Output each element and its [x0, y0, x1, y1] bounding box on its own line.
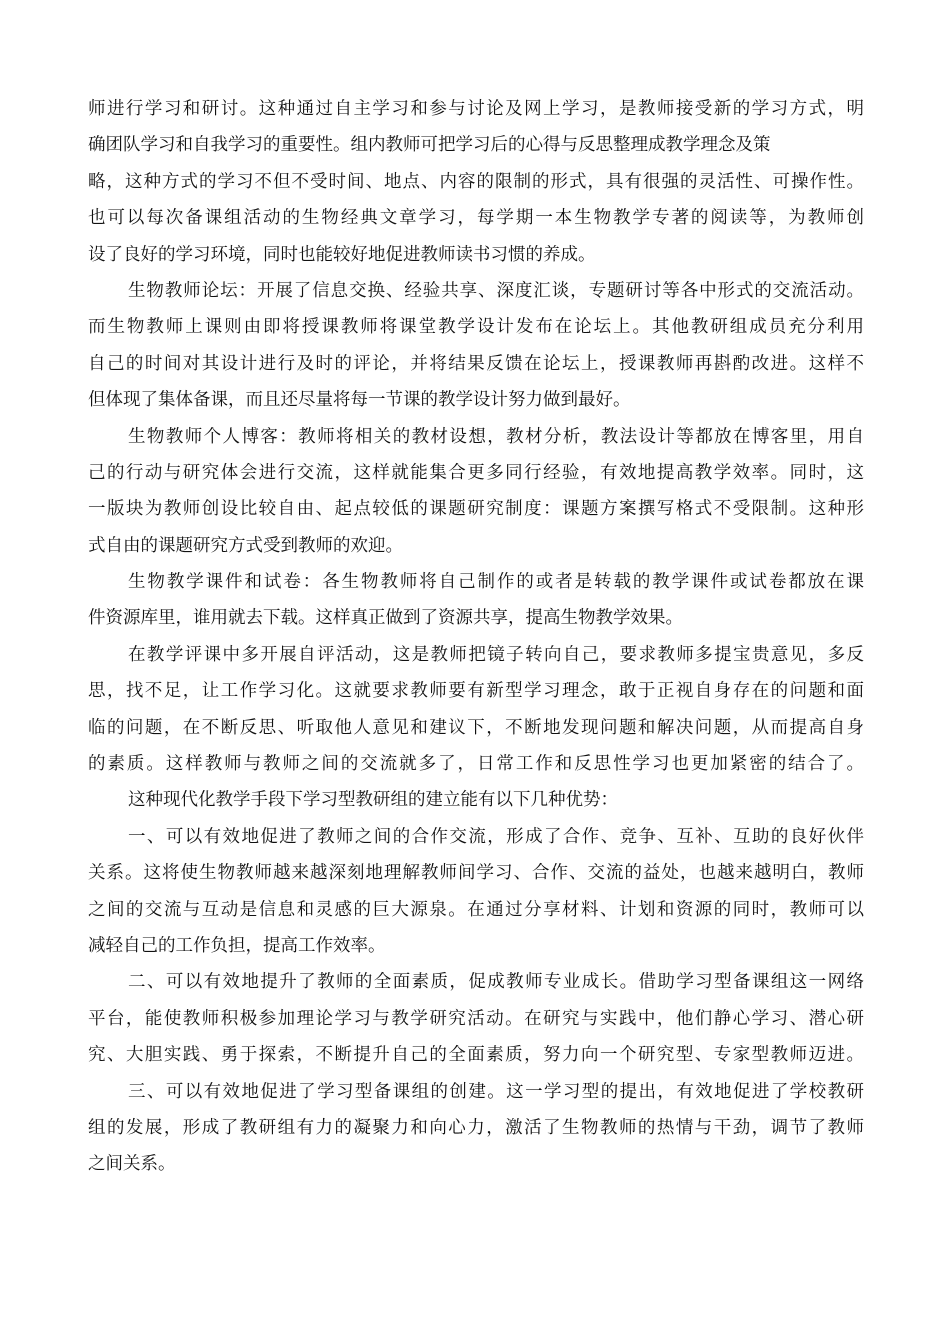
text-line-content: 关系。这将使生物教师越来越深刻地理解教师间学习、合作、交流的益处，也越来越明白，教师 — [88, 863, 864, 884]
text-line-content: 在教学评课中多开展自评活动，这是教师把镜子转向自己，要求教师多提宝贵意见，多反 — [128, 644, 864, 665]
text-line — [88, 237, 864, 273]
text-line-content: 略，这种方式的学习不但不受时间、地点、内容的限制的形式，具有很强的灵活性、可操作性。 — [88, 171, 864, 192]
text-line-content: 确团队学习和自我学习的重要性。组内教师可把学习后的心得与反思整理成教学理念及策 — [88, 135, 771, 156]
text-line — [88, 1146, 864, 1182]
text-line — [88, 600, 864, 636]
text-line-content: 三、可以有效地促进了学习型备课组的创建。这一学习型的提出，有效地促进了学校教研 — [128, 1081, 864, 1102]
text-line — [88, 928, 864, 964]
text-line-content: 生物教师论坛：开展了信息交换、经验共享、深度汇谈，专题研讨等各中形式的交流活动。 — [128, 280, 864, 301]
text-line-content: 之间关系。 — [88, 1154, 176, 1175]
text-line — [88, 673, 864, 709]
text-line — [88, 91, 864, 127]
text-line-content: 思，找不足，让工作学习化。这就要求教师要有新型学习理念，敢于正视自身存在的问题和面 — [88, 681, 864, 702]
text-line-content: 之间的交流与互动是信息和灵感的巨大源泉。在通过分享材料、计划和资源的同时，教师可以 — [88, 899, 864, 920]
text-line — [88, 1074, 864, 1110]
text-line — [88, 273, 864, 309]
text-line — [88, 127, 864, 163]
text-line — [88, 782, 864, 818]
text-line — [88, 164, 864, 200]
text-line — [88, 419, 864, 455]
text-line — [88, 637, 864, 673]
text-line — [88, 710, 864, 746]
text-line — [88, 1001, 864, 1037]
text-line — [88, 892, 864, 928]
text-line — [88, 382, 864, 418]
text-line-content: 也可以每次备课组活动的生物经典文章学习，每学期一本生物教学专著的阅读等，为教师创 — [88, 208, 864, 229]
text-line-content: 一、可以有效地促进了教师之间的合作交流，形成了合作、竞争、互补、互助的良好伙伴 — [128, 826, 864, 847]
text-line — [88, 819, 864, 855]
text-line — [88, 746, 864, 782]
text-line-content: 生物教学课件和试卷：各生物教师将自己制作的或者是转载的教学课件或试卷都放在课 — [128, 572, 864, 593]
text-line-content: 的素质。这样教师与教师之间的交流就多了，日常工作和反思性学习也更加紧密的结合了。 — [88, 754, 864, 775]
text-line — [88, 1110, 864, 1146]
text-line — [88, 346, 864, 382]
text-line-content: 自己的时间对其设计进行及时的评论，并将结果反馈在论坛上，授课教师再斟酌改进。这样不 — [88, 353, 864, 374]
text-line — [88, 855, 864, 891]
text-line-content: 二、可以有效地提升了教师的全面素质，促成教师专业成长。借助学习型备课组这一网络 — [128, 972, 864, 993]
text-line-content: 减轻自己的工作负担，提高工作效率。 — [88, 935, 386, 956]
text-line-content: 设了良好的学习环境，同时也能较好地促进教师读书习惯的养成。 — [88, 244, 596, 265]
text-line-content: 但体现了集体备课，而且还尽量将每一节课的教学设计努力做到最好。 — [88, 390, 631, 411]
text-line — [88, 491, 864, 527]
text-line — [88, 1037, 864, 1073]
text-line — [88, 455, 864, 491]
text-line-content: 组的发展，形成了教研组有力的凝聚力和向心力，激活了生物教师的热情与干劲，调节了教师 — [88, 1117, 864, 1138]
text-line-content: 而生物教师上课则由即将授课教师将课堂教学设计发布在论坛上。其他教研组成员充分利用 — [88, 317, 864, 338]
text-line — [88, 528, 864, 564]
text-line — [88, 564, 864, 600]
text-line-content: 一版块为教师创设比较自由、起点较低的课题研究制度：课题方案撰写格式不受限制。这种形 — [88, 499, 864, 520]
document-page — [88, 91, 864, 1183]
text-line — [88, 964, 864, 1000]
text-line-content: 己的行动与研究体会进行交流，这样就能集合更多同行经验，有效地提高教学效率。同时，这 — [88, 462, 864, 483]
text-line-content: 师进行学习和研讨。这种通过自主学习和参与讨论及网上学习，是教师接受新的学习方式，明 — [88, 99, 864, 119]
text-line-content: 式自由的课题研究方式受到教师的欢迎。 — [88, 535, 403, 556]
text-line — [88, 200, 864, 236]
text-line-content: 件资源库里，谁用就去下载。这样真正做到了资源共享，提高生物教学效果。 — [88, 608, 683, 629]
text-line-content: 生物教师个人博客：教师将相关的教材设想，教材分析，教法设计等都放在博客里，用自 — [128, 426, 864, 447]
text-line-content: 临的问题，在不断反思、听取他人意见和建议下，不断地发现问题和解决问题，从而提高自身 — [88, 717, 864, 738]
text-line-content: 究、大胆实践、勇于探索，不断提升自己的全面素质，努力向一个研究型、专家型教师迈进。 — [88, 1045, 864, 1066]
text-line — [88, 309, 864, 345]
text-line-content: 这种现代化教学手段下学习型教研组的建立能有以下几种优势： — [128, 790, 618, 811]
text-line-content: 平台，能使教师积极参加理论学习与教学研究活动。在研究与实践中，他们静心学习、潜心研 — [88, 1008, 864, 1029]
